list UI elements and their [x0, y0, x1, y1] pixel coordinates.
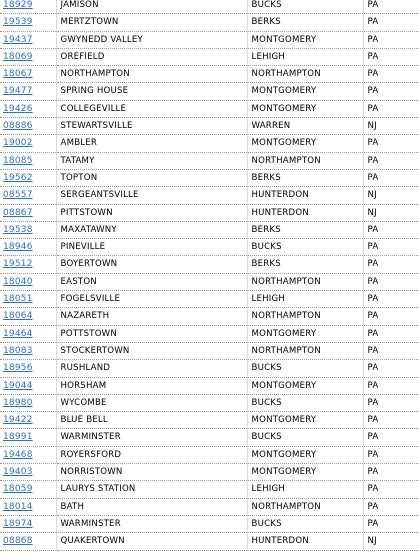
zip-code-link[interactable]: 19464	[3, 328, 33, 339]
state-cell: PA	[363, 0, 419, 14]
zip-cell	[0, 342, 56, 359]
zip-code-link[interactable]: 19044	[3, 380, 33, 391]
zip-cell	[0, 429, 56, 446]
zip-code-link[interactable]: 19538	[3, 224, 33, 235]
state-cell: PA	[363, 429, 419, 446]
county-cell: NORTHAMPTON	[247, 66, 363, 83]
zip-code-link[interactable]: 19477	[3, 86, 33, 97]
zip-code-link[interactable]: 19437	[3, 34, 33, 45]
table-row	[0, 446, 419, 463]
zip-code-link[interactable]: 19539	[3, 17, 33, 28]
city-cell: PITTSTOWN	[56, 204, 247, 221]
city-cell: STEWARTSVILLE	[56, 118, 247, 135]
state-cell: PA	[363, 464, 419, 481]
zip-code-link[interactable]: 19403	[3, 467, 33, 478]
state-cell: PA	[363, 342, 419, 359]
zip-code-link[interactable]: 19512	[3, 259, 33, 270]
county-cell: MONTGOMERY	[247, 412, 363, 429]
zip-cell	[0, 291, 56, 308]
county-cell: NORTHAMPTON	[247, 342, 363, 359]
state-cell: PA	[363, 66, 419, 83]
county-cell: HUNTERDON	[247, 533, 363, 550]
city-cell: GWYNEDD VALLEY	[56, 31, 247, 48]
state-cell: PA	[363, 256, 419, 273]
table-row	[0, 48, 419, 65]
city-cell: FOGELSVILLE	[56, 291, 247, 308]
county-cell: LEHIGH	[247, 481, 363, 498]
county-cell: BUCKS	[247, 360, 363, 377]
zip-cell	[0, 464, 56, 481]
zip-code-link[interactable]: 19468	[3, 449, 33, 460]
state-cell: PA	[363, 273, 419, 290]
county-cell: MONTGOMERY	[247, 83, 363, 100]
state-cell: PA	[363, 446, 419, 463]
zip-cell	[0, 498, 56, 515]
county-cell: NORTHAMPTON	[247, 498, 363, 515]
county-cell: BUCKS	[247, 429, 363, 446]
zip-code-link[interactable]: 19422	[3, 415, 33, 426]
table-row	[0, 100, 419, 117]
zip-code-link[interactable]: 18059	[3, 484, 33, 495]
table-row	[0, 533, 419, 550]
state-cell: PA	[363, 308, 419, 325]
city-cell: WYCOMBE	[56, 394, 247, 411]
zip-cell	[0, 221, 56, 238]
table-row	[0, 31, 419, 48]
zip-code-link[interactable]: 19562	[3, 172, 33, 183]
county-cell: LEHIGH	[247, 291, 363, 308]
state-cell: PA	[363, 135, 419, 152]
zip-code-link[interactable]: 18980	[3, 397, 33, 408]
table-row	[0, 204, 419, 221]
zip-code-link[interactable]: 18929	[3, 0, 33, 10]
state-cell: PA	[363, 291, 419, 308]
county-cell: LEHIGH	[247, 48, 363, 65]
state-cell: PA	[363, 377, 419, 394]
table-row	[0, 325, 419, 342]
zip-cell	[0, 273, 56, 290]
state-cell: PA	[363, 14, 419, 31]
city-cell: MERTZTOWN	[56, 14, 247, 31]
city-cell: TOPTON	[56, 169, 247, 186]
county-cell: NORTHAMPTON	[247, 152, 363, 169]
table-row	[0, 342, 419, 359]
county-cell: MONTGOMERY	[247, 446, 363, 463]
table-row	[0, 256, 419, 273]
table-row	[0, 66, 419, 83]
table-row	[0, 394, 419, 411]
county-cell: BUCKS	[247, 239, 363, 256]
table-row	[0, 152, 419, 169]
table-row	[0, 377, 419, 394]
table-row	[0, 291, 419, 308]
zip-code-link[interactable]: 19426	[3, 103, 33, 114]
zip-code-link[interactable]: 08557	[3, 190, 33, 201]
table-row	[0, 187, 419, 204]
zip-cell	[0, 377, 56, 394]
county-cell: BUCKS	[247, 0, 363, 14]
county-cell: BUCKS	[247, 394, 363, 411]
state-cell: NJ	[363, 204, 419, 221]
zip-code-link[interactable]: 18040	[3, 276, 33, 287]
table-row	[0, 429, 419, 446]
city-cell: NORRISTOWN	[56, 464, 247, 481]
city-cell: HORSHAM	[56, 377, 247, 394]
zip-cell	[0, 169, 56, 186]
city-cell: STOCKERTOWN	[56, 342, 247, 359]
zip-cell	[0, 360, 56, 377]
city-cell: EASTON	[56, 273, 247, 290]
city-cell: WARMINSTER	[56, 515, 247, 532]
zip-cell	[0, 533, 56, 550]
zip-cell	[0, 412, 56, 429]
zip-code-link[interactable]: 08867	[3, 207, 33, 218]
zip-cell	[0, 515, 56, 532]
table-row	[0, 308, 419, 325]
county-cell: MONTGOMERY	[247, 31, 363, 48]
state-cell: PA	[363, 360, 419, 377]
zip-code-link[interactable]: 18014	[3, 501, 33, 512]
zip-cell	[0, 118, 56, 135]
zip-cell	[0, 239, 56, 256]
zip-code-link[interactable]: 18069	[3, 51, 33, 62]
table-row	[0, 515, 419, 532]
table-row	[0, 412, 419, 429]
county-cell: BERKS	[247, 221, 363, 238]
state-cell: PA	[363, 239, 419, 256]
table-row	[0, 118, 419, 135]
state-cell: PA	[363, 481, 419, 498]
zip-cell	[0, 14, 56, 31]
zip-code-link[interactable]: 18956	[3, 363, 33, 374]
city-cell: OREFIELD	[56, 48, 247, 65]
zip-cell	[0, 187, 56, 204]
city-cell: ROYERSFORD	[56, 446, 247, 463]
table-row	[0, 14, 419, 31]
state-cell: NJ	[363, 533, 419, 550]
county-cell: NORTHAMPTON	[247, 273, 363, 290]
zip-cell	[0, 394, 56, 411]
zip-cell	[0, 446, 56, 463]
zip-code-link[interactable]: 18064	[3, 311, 33, 322]
state-cell: PA	[363, 221, 419, 238]
city-cell: AMBLER	[56, 135, 247, 152]
city-cell: WARMINSTER	[56, 429, 247, 446]
state-cell: PA	[363, 83, 419, 100]
zip-cell	[0, 204, 56, 221]
city-cell: BLUE BELL	[56, 412, 247, 429]
county-cell: NORTHAMPTON	[247, 308, 363, 325]
table-row	[0, 273, 419, 290]
table-row	[0, 464, 419, 481]
state-cell: PA	[363, 31, 419, 48]
table-row	[0, 0, 419, 14]
county-cell: MONTGOMERY	[247, 464, 363, 481]
zip-code-link[interactable]: 18051	[3, 294, 33, 305]
state-cell: PA	[363, 498, 419, 515]
county-cell: MONTGOMERY	[247, 100, 363, 117]
state-cell: PA	[363, 394, 419, 411]
zip-code-link[interactable]: 18085	[3, 155, 33, 166]
zip-code-link[interactable]: 08868	[3, 536, 33, 547]
zip-cell	[0, 481, 56, 498]
table-row	[0, 135, 419, 152]
zip-cell	[0, 83, 56, 100]
table-row	[0, 481, 419, 498]
county-cell: BERKS	[247, 169, 363, 186]
zip-cell	[0, 31, 56, 48]
city-cell: MAXATAWNY	[56, 221, 247, 238]
city-cell: BOYERTOWN	[56, 256, 247, 273]
zip-cell	[0, 100, 56, 117]
state-cell: PA	[363, 48, 419, 65]
city-cell: POTTSTOWN	[56, 325, 247, 342]
city-cell: RUSHLAND	[56, 360, 247, 377]
city-cell: BATH	[56, 498, 247, 515]
zip-cell	[0, 256, 56, 273]
state-cell: PA	[363, 152, 419, 169]
city-cell: COLLEGEVILLE	[56, 100, 247, 117]
county-cell: BERKS	[247, 14, 363, 31]
city-cell: PINEVILLE	[56, 239, 247, 256]
table-row	[0, 498, 419, 515]
zip-code-link[interactable]: 18083	[3, 345, 33, 356]
table-row	[0, 360, 419, 377]
city-cell: SERGEANTSVILLE	[56, 187, 247, 204]
city-cell: QUAKERTOWN	[56, 533, 247, 550]
city-cell: TATAMY	[56, 152, 247, 169]
city-cell: NAZARETH	[56, 308, 247, 325]
zip-code-link[interactable]: 19002	[3, 138, 33, 149]
zip-code-link[interactable]: 18946	[3, 242, 33, 253]
zip-cell	[0, 0, 56, 14]
zip-code-link[interactable]: 08886	[3, 121, 33, 132]
state-cell: NJ	[363, 118, 419, 135]
county-cell: WARREN	[247, 118, 363, 135]
state-cell: PA	[363, 325, 419, 342]
zip-cell	[0, 152, 56, 169]
city-cell: LAURYS STATION	[56, 481, 247, 498]
county-cell: MONTGOMERY	[247, 377, 363, 394]
table-row	[0, 221, 419, 238]
city-cell: JAMISON	[56, 0, 247, 14]
county-cell: BERKS	[247, 256, 363, 273]
county-cell: HUNTERDON	[247, 187, 363, 204]
state-cell: PA	[363, 169, 419, 186]
county-cell: MONTGOMERY	[247, 135, 363, 152]
zip-code-link[interactable]: 18974	[3, 518, 33, 529]
table-row	[0, 83, 419, 100]
zip-cell	[0, 135, 56, 152]
county-cell: MONTGOMERY	[247, 325, 363, 342]
table-row	[0, 239, 419, 256]
zip-cell	[0, 325, 56, 342]
state-cell: PA	[363, 412, 419, 429]
state-cell: PA	[363, 100, 419, 117]
zip-cell	[0, 66, 56, 83]
zip-cell	[0, 48, 56, 65]
zip-code-link[interactable]: 18991	[3, 432, 33, 443]
zip-cell	[0, 308, 56, 325]
table-row	[0, 169, 419, 186]
state-cell: PA	[363, 515, 419, 532]
county-cell: BUCKS	[247, 515, 363, 532]
city-cell: SPRING HOUSE	[56, 83, 247, 100]
city-cell: NORTHAMPTON	[56, 66, 247, 83]
county-cell: HUNTERDON	[247, 204, 363, 221]
state-cell: NJ	[363, 187, 419, 204]
zip-code-link[interactable]: 18067	[3, 69, 33, 80]
